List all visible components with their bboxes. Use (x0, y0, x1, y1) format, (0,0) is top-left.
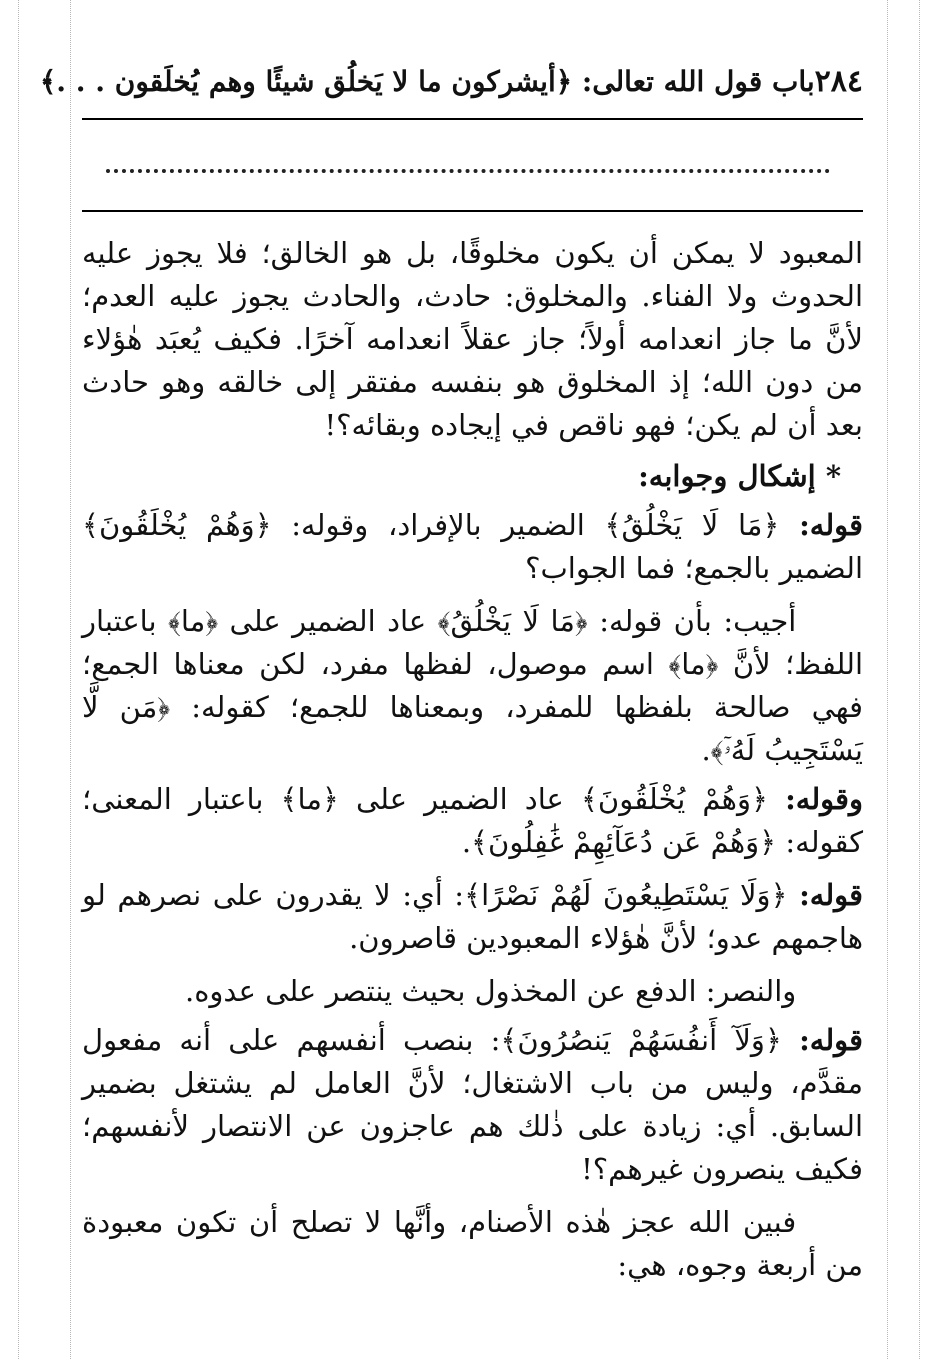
paragraph-1: المعبود لا يمكن أن يكون مخلوقًا، بل هو الخالق؛ فلا يجوز عليه الحدوث ولا الفناء. والمخلوق: حادث، والحادث يجوز عليه العدم؛ لأنَّ ما جاز انعدامه أولاً؛ جاز عقلاً انعدامه آخرًا. فكيف يُعبَد هٰؤلاء من دون الله؛ إذ المخلوق هو بنفسه مفتقر إلى خالقه وهو حادث بعد أن لم يكن؛ فهو ناقص في إيجاده وبقائه؟! (82, 236, 863, 442)
paragraph-7-label: قوله: (799, 1023, 863, 1057)
margin-guide-right-inner (887, 0, 888, 1359)
paragraph-2-label: قوله: (799, 508, 863, 542)
section-heading: * إشكال وجوابه: (638, 459, 841, 493)
paragraph-5-label: قوله: (799, 878, 863, 912)
paragraph-8: فبين الله عجز هٰذه الأصنام، وأنَّها لا تصلح أن تكون معبودة من أربعة وجوه، هي: (82, 1205, 863, 1282)
page-body (82, 232, 863, 1287)
paragraph-7-text: ﴿وَلَآ أَنفُسَهُمْ يَنصُرُونَ﴾: بنصب أنفسهم على أنه مفعول مقدَّم، وليس من باب الاشتغال؛ لأنَّ العامل لم يشتغل بضمير السابق. أي: زيادة على ذٰلك هم عاجزون عن الانتصار لأنفسهم؛ فكيف ينصرون غيرهم؟! (82, 1023, 863, 1186)
paragraph-2-text: ﴿مَا لَا يَخْلُقُ﴾ الضمير بالإفراد، وقوله: ﴿وَهُمْ يُخْلَقُونَ﴾ الضمير بالجمع؛ فما الجواب؟ (82, 508, 863, 585)
paragraph-5-text: ﴿وَلَا يَسْتَطِيعُونَ لَهُمْ نَصْرًا﴾: أي: لا يقدرون على نصرهم لو هاجمهم عدو؛ لأنَّ هٰؤلاء المعبودين قاصرون. (82, 878, 863, 955)
paragraph-3: أجيب: بأن قوله: ﴿مَا لَا يَخْلُقُ﴾ عاد الضمير على ﴿ما﴾ باعتبار اللفظ؛ لأنَّ ﴿ما﴾ اسم موصول، لفظها مفرد، لكن معناها الجمع؛ فهي صالحة بلفظها للمفرد، وبمعناها للجمع؛ كقوله: ﴿مَن لَّا يَسْتَجِيبُ لَهُۥٓ﴾. (82, 604, 863, 767)
paragraph-4 (82, 778, 863, 864)
running-header (39, 60, 863, 102)
paragraph-4-text: ﴿وَهُمْ يُخْلَقُونَ﴾ عاد الضمير على ﴿ما﴾ باعتبار المعنى؛ كقوله: ﴿وَهُمْ عَن دُعَآئِهِمْ غَٰفِلُونَ﴾. (82, 782, 863, 859)
margin-guide-left-outer (18, 0, 19, 1359)
dotted-separator (106, 169, 830, 173)
header-rule (82, 118, 863, 120)
paragraph-2 (82, 504, 863, 590)
chapter-title: باب قول الله تعالى: ﴿أيشركون ما لا يَخلُق شيئًا وهم يُخلَقون . . .﴾ (39, 64, 815, 98)
paragraph-4-label: وقوله: (785, 782, 863, 816)
margin-guide-right-outer (919, 0, 920, 1359)
page-number: ٢٨٤ (814, 63, 863, 99)
paragraph-6: والنصر: الدفع عن المخذول بحيث ينتصر على عدوه. (184, 974, 797, 1008)
paragraph-7 (82, 1019, 863, 1191)
paragraph-5 (82, 874, 863, 960)
body-top-rule (82, 210, 863, 212)
margin-guide-left-inner (70, 0, 71, 1359)
